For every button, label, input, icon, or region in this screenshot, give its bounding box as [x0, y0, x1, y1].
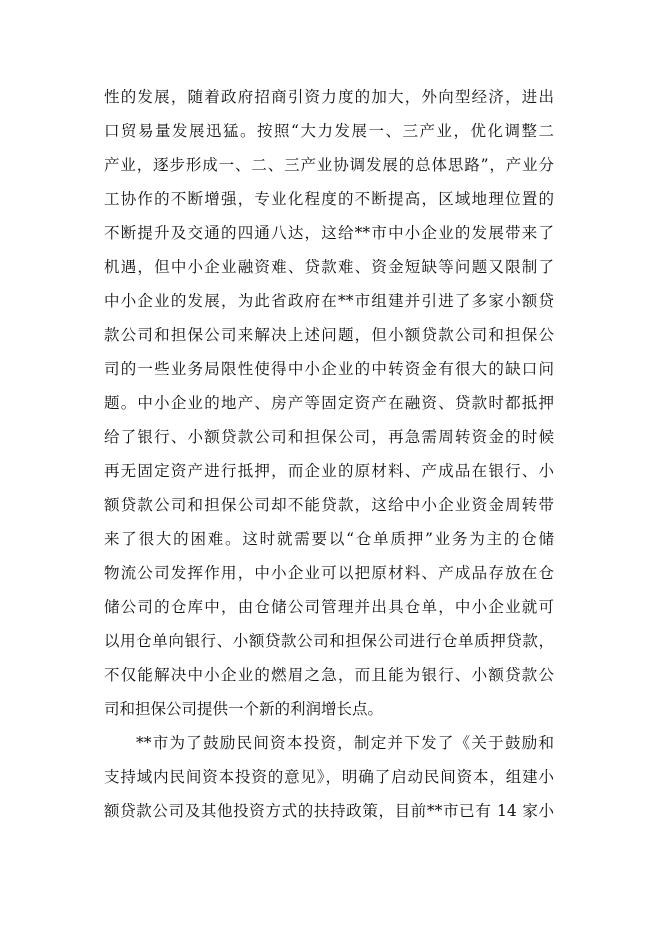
- text-line: 额贷款公司和担保公司却不能贷款，这给中小企业资金周转带: [104, 496, 554, 514]
- paragraph-end-line: 司和担保公司提供一个新的利润增长点。: [104, 700, 384, 718]
- text-line: 支持域内民间资本投资的意见》，明确了启动民间资本，组建小: [104, 768, 554, 786]
- text-line: 储公司的仓库中，由仓储公司管理并出具仓单，中小企业就可: [104, 598, 554, 616]
- text-line: 工协作的不断增强，专业化程度的不断提高，区域地理位置的: [104, 190, 554, 208]
- text-line: 以用仓单向银行、小额贷款公司和担保公司进行仓单质押贷款，: [104, 632, 554, 650]
- text-line: 产业，逐步形成一、二、三产业协调发展的总体思路”，产业分: [104, 156, 554, 174]
- text-line: 机遇，但中小企业融资难、贷款难、资金短缺等问题又限制了: [104, 258, 554, 276]
- body-text: [104, 80, 554, 828]
- text-line: 额贷款公司及其他投资方式的扶持政策，目前**市已有 14 家小: [104, 802, 554, 820]
- text-line: 来了很大的困难。这时就需要以“仓单质押”业务为主的仓储: [104, 530, 554, 548]
- text-line: 性的发展，随着政府招商引资力度的加大，外向型经济，进出: [104, 88, 554, 106]
- text-line: 给了银行、小额贷款公司和担保公司，再急需周转资金的时候: [104, 428, 554, 446]
- text-line: 司的一些业务局限性使得中小企业的中转资金有很大的缺口问: [104, 360, 554, 378]
- text-line: 再无固定资产进行抵押，而企业的原材料、产成品在银行、小: [104, 462, 554, 480]
- text-line: 不断提升及交通的四通八达，这给**市中小企业的发展带来了: [104, 224, 554, 242]
- text-line: 不仅能解决中小企业的燃眉之急，而且能为银行、小额贷款公: [104, 666, 554, 684]
- text-line: 口贸易量发展迅猛。按照“大力发展一、三产业，优化调整二: [104, 122, 554, 140]
- paragraph-start-line: **市为了鼓励民间资本投资，制定并下发了《关于鼓励和: [136, 734, 554, 752]
- text-line: 中小企业的发展，为此省政府在**市组建并引进了多家小额贷: [104, 292, 554, 310]
- text-line: 物流公司发挥作用，中小企业可以把原材料、产成品存放在仓: [104, 564, 554, 582]
- text-line: 题。中小企业的地产、房产等固定资产在融资、贷款时都抵押: [104, 394, 554, 412]
- text-line: 款公司和担保公司来解决上述问题，但小额贷款公司和担保公: [104, 326, 554, 344]
